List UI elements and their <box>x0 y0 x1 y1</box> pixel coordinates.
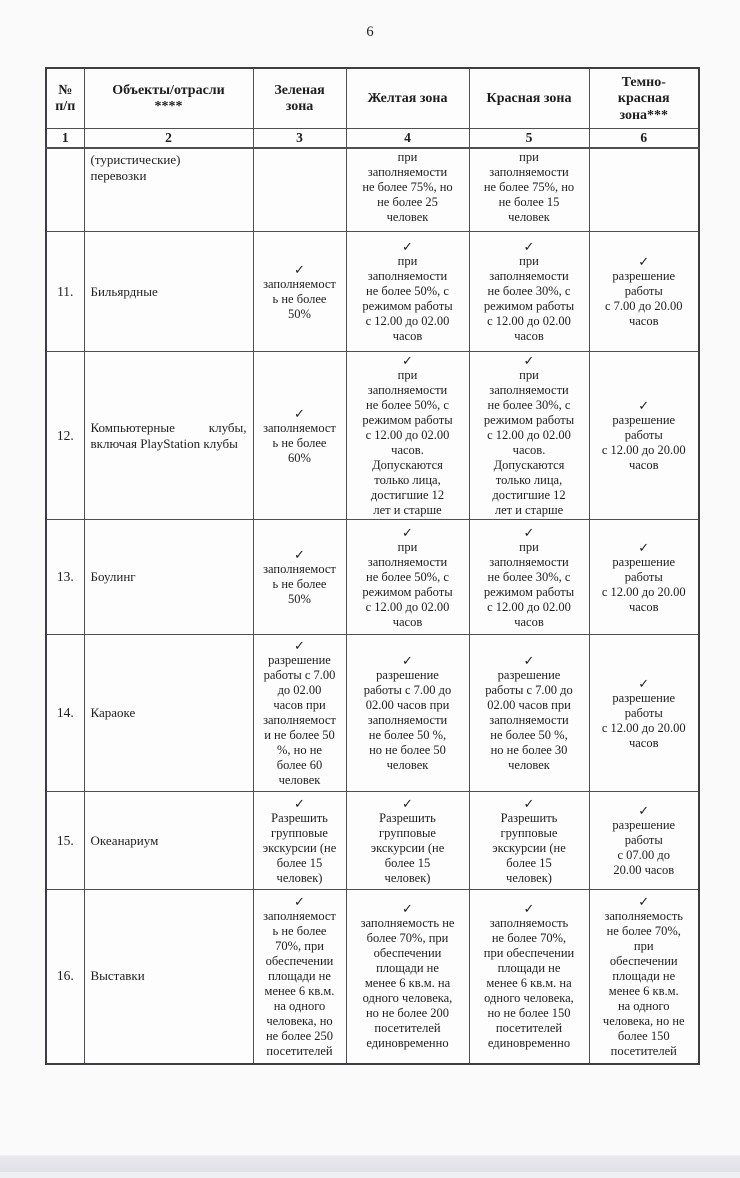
check-icon: ✓ <box>294 795 305 811</box>
zone-cell-text: Разрешить групповые экскурсии (не более 15 человек) <box>492 810 566 885</box>
zone-cell-text: заполняемость не более 70%, при обеспечении площади не менее 6 кв.м. на одного человека, но не более 150 посетителей <box>602 908 685 1058</box>
zone-cell-text: при заполняемости не более 30%, с режимом работы с 12.00 до 02.00 часов. Допускаются только лица, достигшие 12 лет и старше <box>483 368 575 517</box>
object-name: Компьютерные клубы, включая PlayStation клубы <box>84 352 253 520</box>
check-icon: ✓ <box>638 539 650 555</box>
check-icon: ✓ <box>294 405 305 421</box>
zone-cell-text: Разрешить групповые экскурсии (не более 15 человек) <box>262 810 337 885</box>
zone-cell-text: заполняемост ь не более 50% <box>263 562 336 606</box>
table-body <box>46 148 699 1064</box>
zone-cell <box>589 635 699 792</box>
zone-cell-text: заполняемост ь не более 50% <box>263 276 336 321</box>
zone-cell-text: разрешение работы с 07.00 до 20.00 часов <box>612 818 676 877</box>
zone-cell <box>253 792 346 890</box>
zone-cell <box>253 148 346 232</box>
zone-cell <box>253 352 346 520</box>
zone-cell <box>589 232 699 352</box>
object-name: Океанариум <box>84 792 253 890</box>
column-number: 5 <box>469 128 589 148</box>
zone-cell-text: заполняемость не более 70%, при обеспечении площади не менее 6 кв.м. на одного человека, но не более 200 посетителей единовременно <box>360 916 455 1051</box>
column-header-col1: № п/п <box>46 68 84 128</box>
zone-cell-text: при заполняемости не более 50%, с режимом работы с 12.00 до 02.00 часов <box>362 539 453 629</box>
zone-cell-text: Разрешить групповые экскурсии (не более 15 человек) <box>370 810 445 885</box>
zone-cell <box>469 520 589 635</box>
zone-cell-text: разрешение работы с 7.00 до 02.00 часов при заполняемости не более 50 %, но не более 30 человек <box>485 668 573 772</box>
zone-cell <box>253 232 346 352</box>
column-header-col4: Желтая зона <box>346 68 469 128</box>
zone-cell-text: разрешение работы с 12.00 до 20.00 часов <box>601 413 686 472</box>
column-header-col3: Зеленая зона <box>253 68 346 128</box>
zone-cell <box>469 792 589 890</box>
zone-cell-text: заполняемост ь не более 70%, при обеспечении площади не менее 6 кв.м. на одного человека, но не более 250 посетителей <box>263 908 336 1058</box>
check-icon: ✓ <box>523 524 535 540</box>
column-header-col2: Объекты/отрасли **** <box>84 68 253 128</box>
zone-cell <box>346 792 469 890</box>
check-icon: ✓ <box>402 524 413 540</box>
viewer-bottom-bar <box>0 1155 740 1172</box>
check-icon: ✓ <box>638 803 650 818</box>
zone-cell <box>253 635 346 792</box>
zone-cell-text: разрешение работы с 12.00 до 20.00 часов <box>601 554 686 614</box>
check-icon: ✓ <box>294 261 305 277</box>
zone-cell-text: при заполняемости не более 30%, с режимом работы с 12.00 до 02.00 часов <box>483 539 575 629</box>
zones-table <box>45 67 700 1065</box>
check-icon: ✓ <box>294 893 305 909</box>
zone-cell-text: при заполняемости не более 30%, с режимом работы с 12.00 до 02.00 часов <box>483 254 575 343</box>
check-icon: ✓ <box>294 638 305 653</box>
page-number: 6 <box>366 24 374 40</box>
object-name: (туристические) перевозки <box>84 148 253 232</box>
zone-cell <box>346 148 469 232</box>
zone-cell <box>469 148 589 232</box>
object-name: Выставки <box>84 890 253 1064</box>
table-row <box>46 148 699 232</box>
column-header-col5: Красная зона <box>469 68 589 128</box>
table-row <box>46 890 699 1064</box>
zone-cell <box>589 890 699 1064</box>
bottom-bar-underlay <box>0 1172 740 1178</box>
check-icon: ✓ <box>523 901 535 917</box>
check-icon: ✓ <box>523 653 535 668</box>
object-name: Караоке <box>84 635 253 792</box>
check-icon: ✓ <box>638 675 650 691</box>
zone-cell-text: при заполняемости не более 50%, с режимом работы с 12.00 до 02.00 часов. Допускаются только лица, достигшие 12 лет и старше <box>362 368 453 517</box>
column-number-row <box>46 128 699 148</box>
object-name: Бильярдные <box>84 232 253 352</box>
table-row <box>46 635 699 792</box>
column-number: 6 <box>589 128 699 148</box>
column-header-col6: Темно- красная зона*** <box>589 68 699 128</box>
check-icon: ✓ <box>402 795 413 811</box>
zone-cell <box>469 352 589 520</box>
column-number: 1 <box>46 128 84 148</box>
column-number: 4 <box>346 128 469 148</box>
zone-cell <box>589 148 699 232</box>
zone-cell-text: при заполняемости не более 75%, но не более 15 человек <box>483 149 575 224</box>
check-icon: ✓ <box>638 254 650 269</box>
row-number: 11. <box>46 232 84 352</box>
zone-cell <box>346 890 469 1064</box>
zone-cell-text: разрешение работы с 7.00 до 02.00 часов при заполняемости не более 50 %, но не более 50 человек <box>363 668 452 772</box>
check-icon: ✓ <box>638 398 650 413</box>
check-icon: ✓ <box>402 901 413 917</box>
zone-cell <box>589 520 699 635</box>
row-number: 12. <box>46 352 84 520</box>
check-icon: ✓ <box>402 653 413 668</box>
check-icon: ✓ <box>402 353 413 368</box>
check-icon: ✓ <box>523 239 535 254</box>
zone-cell-text: при заполняемости не более 50%, с режимом работы с 12.00 до 02.00 часов <box>362 254 453 343</box>
zone-cell <box>253 890 346 1064</box>
zone-cell <box>469 890 589 1064</box>
zone-cell <box>589 792 699 890</box>
table-row <box>46 232 699 352</box>
zone-cell <box>589 352 699 520</box>
check-icon: ✓ <box>523 795 535 811</box>
zone-cell <box>346 232 469 352</box>
row-number: 13. <box>46 520 84 635</box>
row-number: 16. <box>46 890 84 1064</box>
zone-cell-text: при заполняемости не более 75%, но не более 25 человек <box>362 149 453 224</box>
zone-cell <box>346 520 469 635</box>
table-row <box>46 352 699 520</box>
zone-cell-text: разрешение работы с 7.00 до 02.00 часов при заполняемост и не более 50 %, но не более 60 человек <box>263 653 336 787</box>
zone-cell-text: заполняемость не более 70%, при обеспечении площади не менее 6 кв.м. на одного человека, но не более 150 посетителей единовременно <box>483 916 575 1051</box>
column-number: 2 <box>84 128 253 148</box>
table-row <box>46 520 699 635</box>
table-row <box>46 792 699 890</box>
check-icon: ✓ <box>402 239 413 254</box>
check-icon: ✓ <box>523 353 535 368</box>
zone-cell <box>469 232 589 352</box>
zone-cell <box>253 520 346 635</box>
header-row <box>46 68 699 128</box>
zone-cell-text: разрешение работы с 12.00 до 20.00 часов <box>601 690 686 750</box>
row-number: 15. <box>46 792 84 890</box>
zone-cell-text: разрешение работы с 7.00 до 20.00 часов <box>604 269 683 328</box>
zone-cell <box>346 635 469 792</box>
row-number <box>46 148 84 232</box>
table-header <box>46 68 699 148</box>
check-icon: ✓ <box>294 547 305 562</box>
column-number: 3 <box>253 128 346 148</box>
object-name: Боулинг <box>84 520 253 635</box>
row-number: 14. <box>46 635 84 792</box>
check-icon: ✓ <box>638 893 650 909</box>
zone-cell <box>469 635 589 792</box>
zone-cell-text: заполняемост ь не более 60% <box>263 420 336 465</box>
zone-cell <box>346 352 469 520</box>
